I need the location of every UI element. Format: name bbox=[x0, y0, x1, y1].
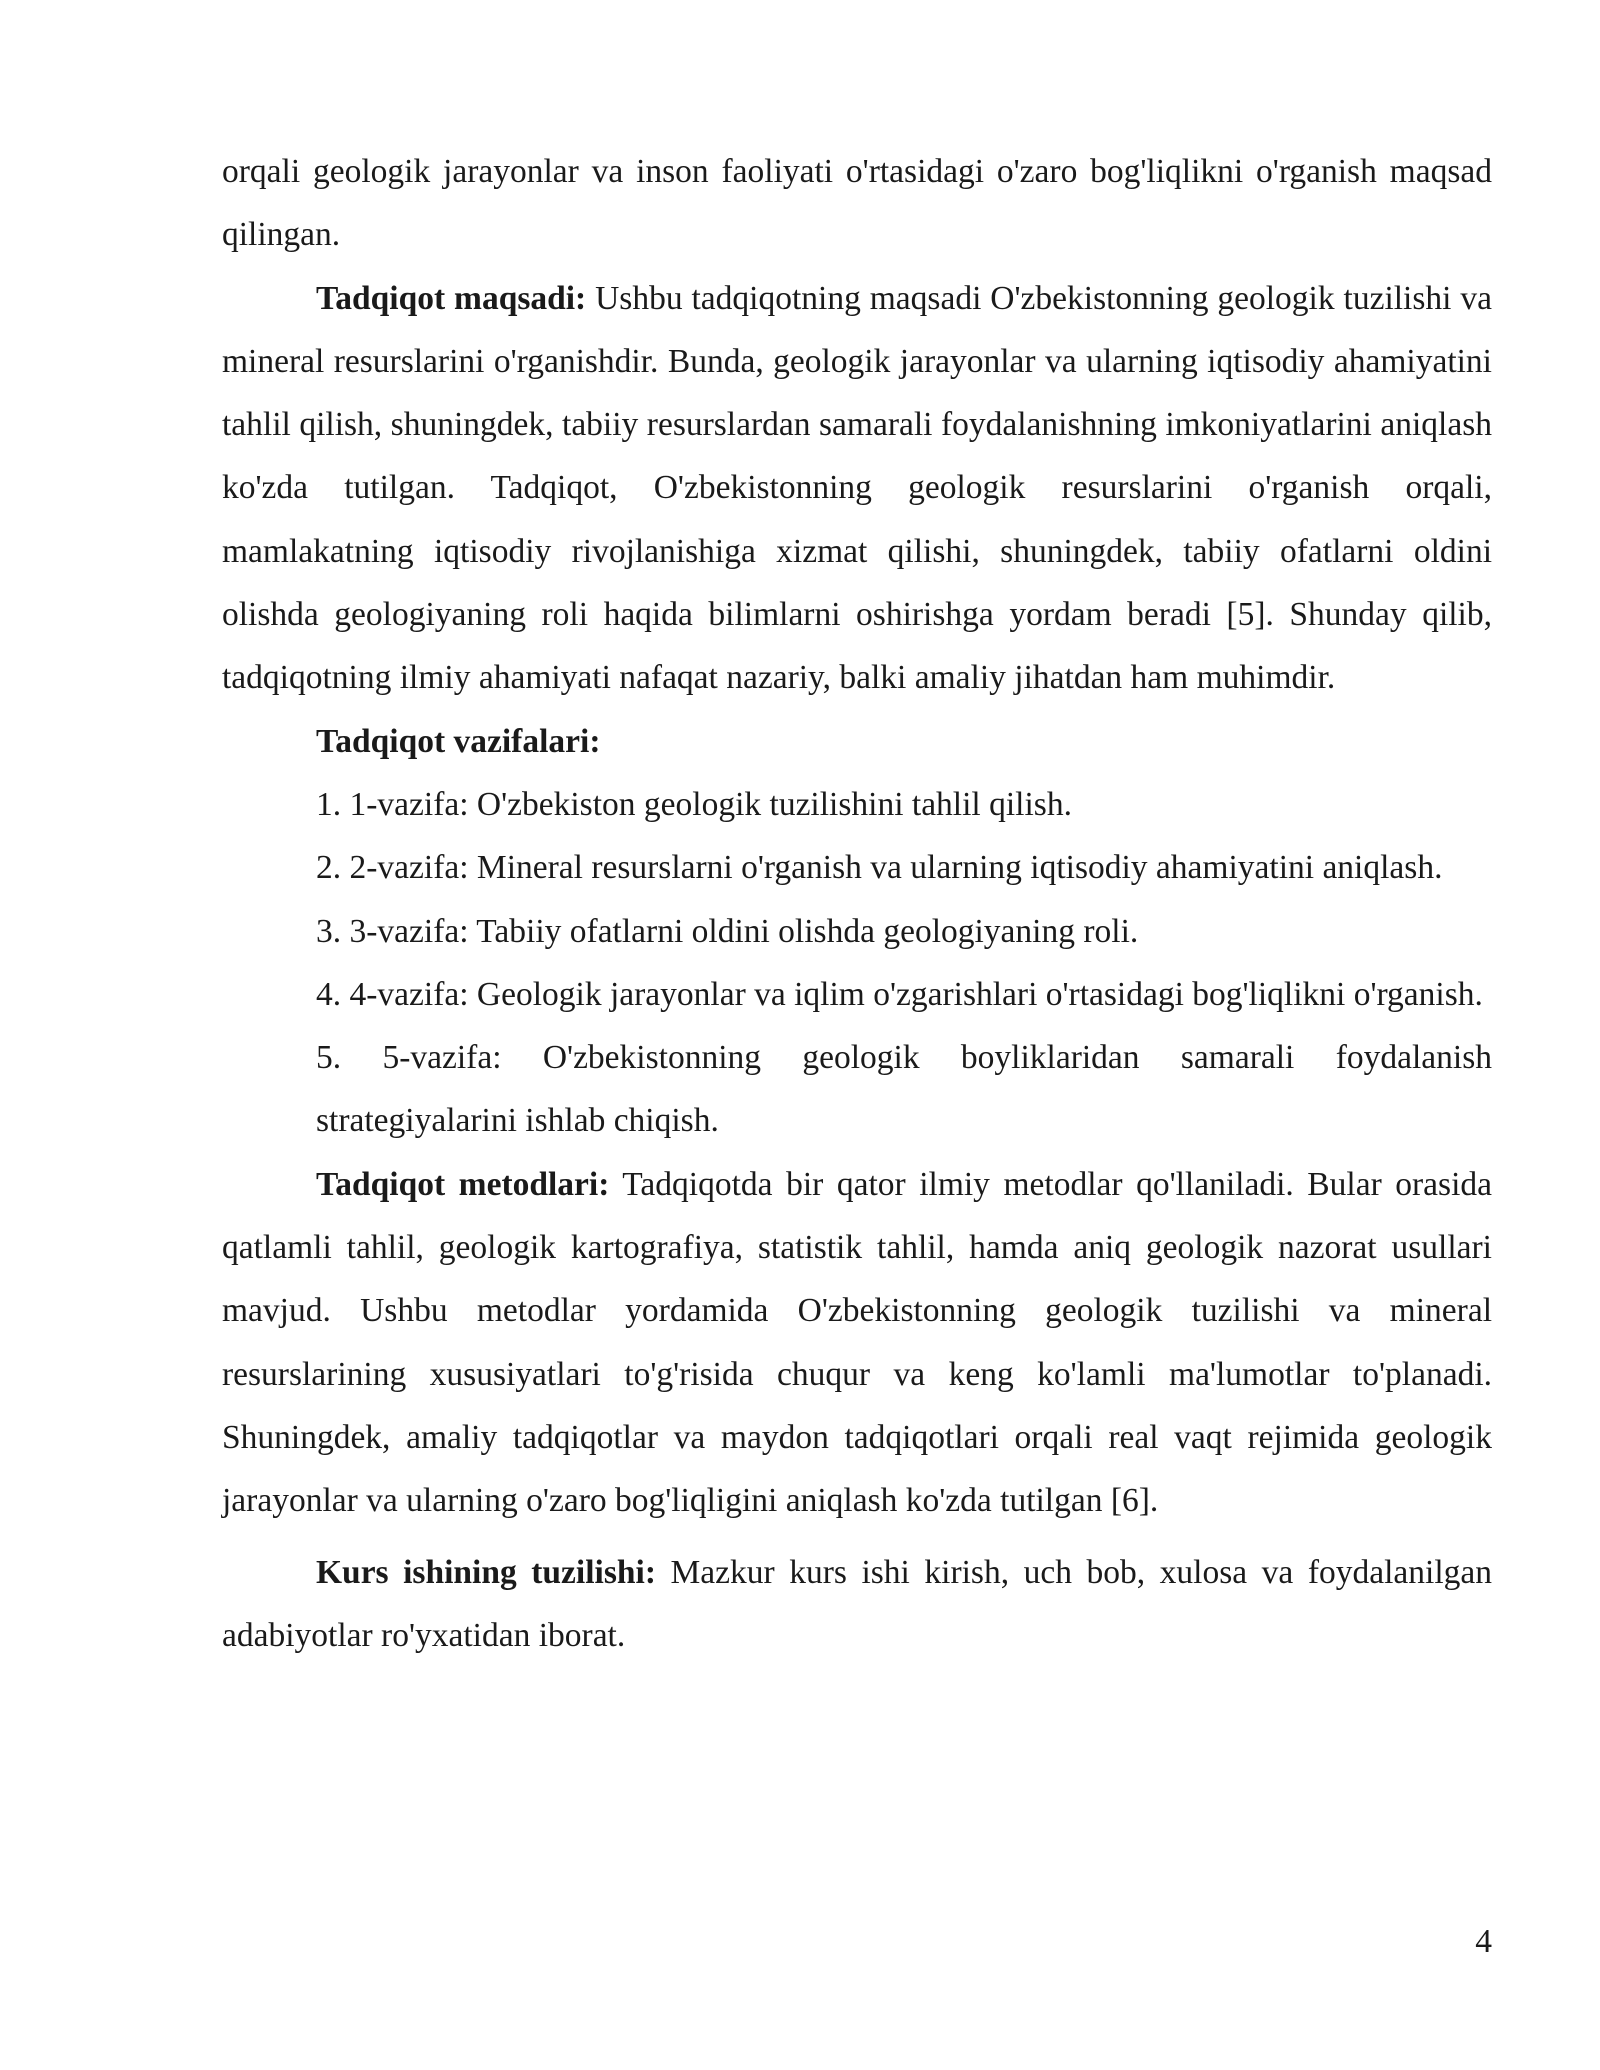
intro-continuation-paragraph: orqali geologik jarayonlar va inson faoliyati o'rtasidagi o'zaro bog'liqlikni o'rganish maqsad qilingan. bbox=[222, 153, 1492, 254]
methods-heading: Tadqiqot metodlari: bbox=[316, 1165, 610, 1203]
methods-text: Tadqiqotda bir qator ilmiy metodlar qo'llaniladi. Bular orasida qatlamli tahlil, geologik kartografiya, statistik tahlil, hamda aniq geologik nazorat usullari mavjud. Ushbu metodlar yordamida O'zbekistonning geologik tuzilishi va mineral resurslarining xususiyatlari to'g'risida chuqur va keng ko'lamli ma'lumotlar to'planadi. Shuningdek, amaliy tadqiqotlar va maydon tadqiqotlari orqali real vaqt rejimida geologik jarayonlar va ularning o'zaro bog'liqligini aniqlash ko'zda tutilgan [6]. bbox=[222, 1165, 1493, 1520]
goal-heading: Tadqiqot maqsadi: bbox=[316, 279, 587, 317]
structure-heading: Kurs ishining tuzilishi: bbox=[316, 1553, 656, 1591]
tasks-heading: Tadqiqot vazifalari: bbox=[316, 722, 601, 760]
structure-text: Mazkur kurs ishi kirish, uch bob, xulosa va foydalanilgan adabiyotlar ro'yxatidan iborat. bbox=[222, 1553, 1493, 1654]
goal-paragraph bbox=[222, 267, 1492, 710]
task-item-2: 2. 2-vazifa: Mineral resurslarni o'rganish va ularning iqtisodiy ahamiyatini aniqlash. bbox=[316, 849, 1443, 887]
task-item-5: 5. 5-vazifa: O'zbekistonning geologik boyliklaridan samarali foydalanish strategiyalarini ishlab chiqish. bbox=[316, 1039, 1492, 1140]
document-page bbox=[222, 140, 1492, 1667]
methods-paragraph bbox=[222, 1153, 1492, 1533]
structure-paragraph bbox=[222, 1541, 1492, 1668]
page-number: 4 bbox=[1475, 1923, 1492, 1960]
task-item-3: 3. 3-vazifa: Tabiiy ofatlarni oldini olishda geologiyaning roli. bbox=[316, 912, 1139, 950]
task-item-1: 1. 1-vazifa: O'zbekiston geologik tuzilishini tahlil qilish. bbox=[316, 785, 1072, 823]
goal-text: Ushbu tadqiqotning maqsadi O'zbekistonning geologik tuzilishi va mineral resurslarini o'rganishdir. Bunda, geologik jarayonlar va ularning iqtisodiy ahamiyatini tahlil qilish, shuningdek, tabiiy resurslardan samarali foydalanishning imkoniyatlarini aniqlash ko'zda tutilgan. Tadqiqot, O'zbekistonning geologik resurslarini o'rganish orqali, mamlakatning iqtisodiy rivojlanishiga xizmat qilishi, shuningdek, tabiiy ofatlarni oldini olishda geologiyaning roli haqida bilimlarni oshirishga yordam beradi [5]. Shunday qilib, tadqiqotning ilmiy ahamiyati nafaqat nazariy, balki amaliy jihatdan ham muhimdir. bbox=[222, 279, 1492, 697]
task-item-4: 4. 4-vazifa: Geologik jarayonlar va iqlim o'zgarishlari o'rtasidagi bog'liqlikni o'rganish. bbox=[316, 975, 1483, 1013]
